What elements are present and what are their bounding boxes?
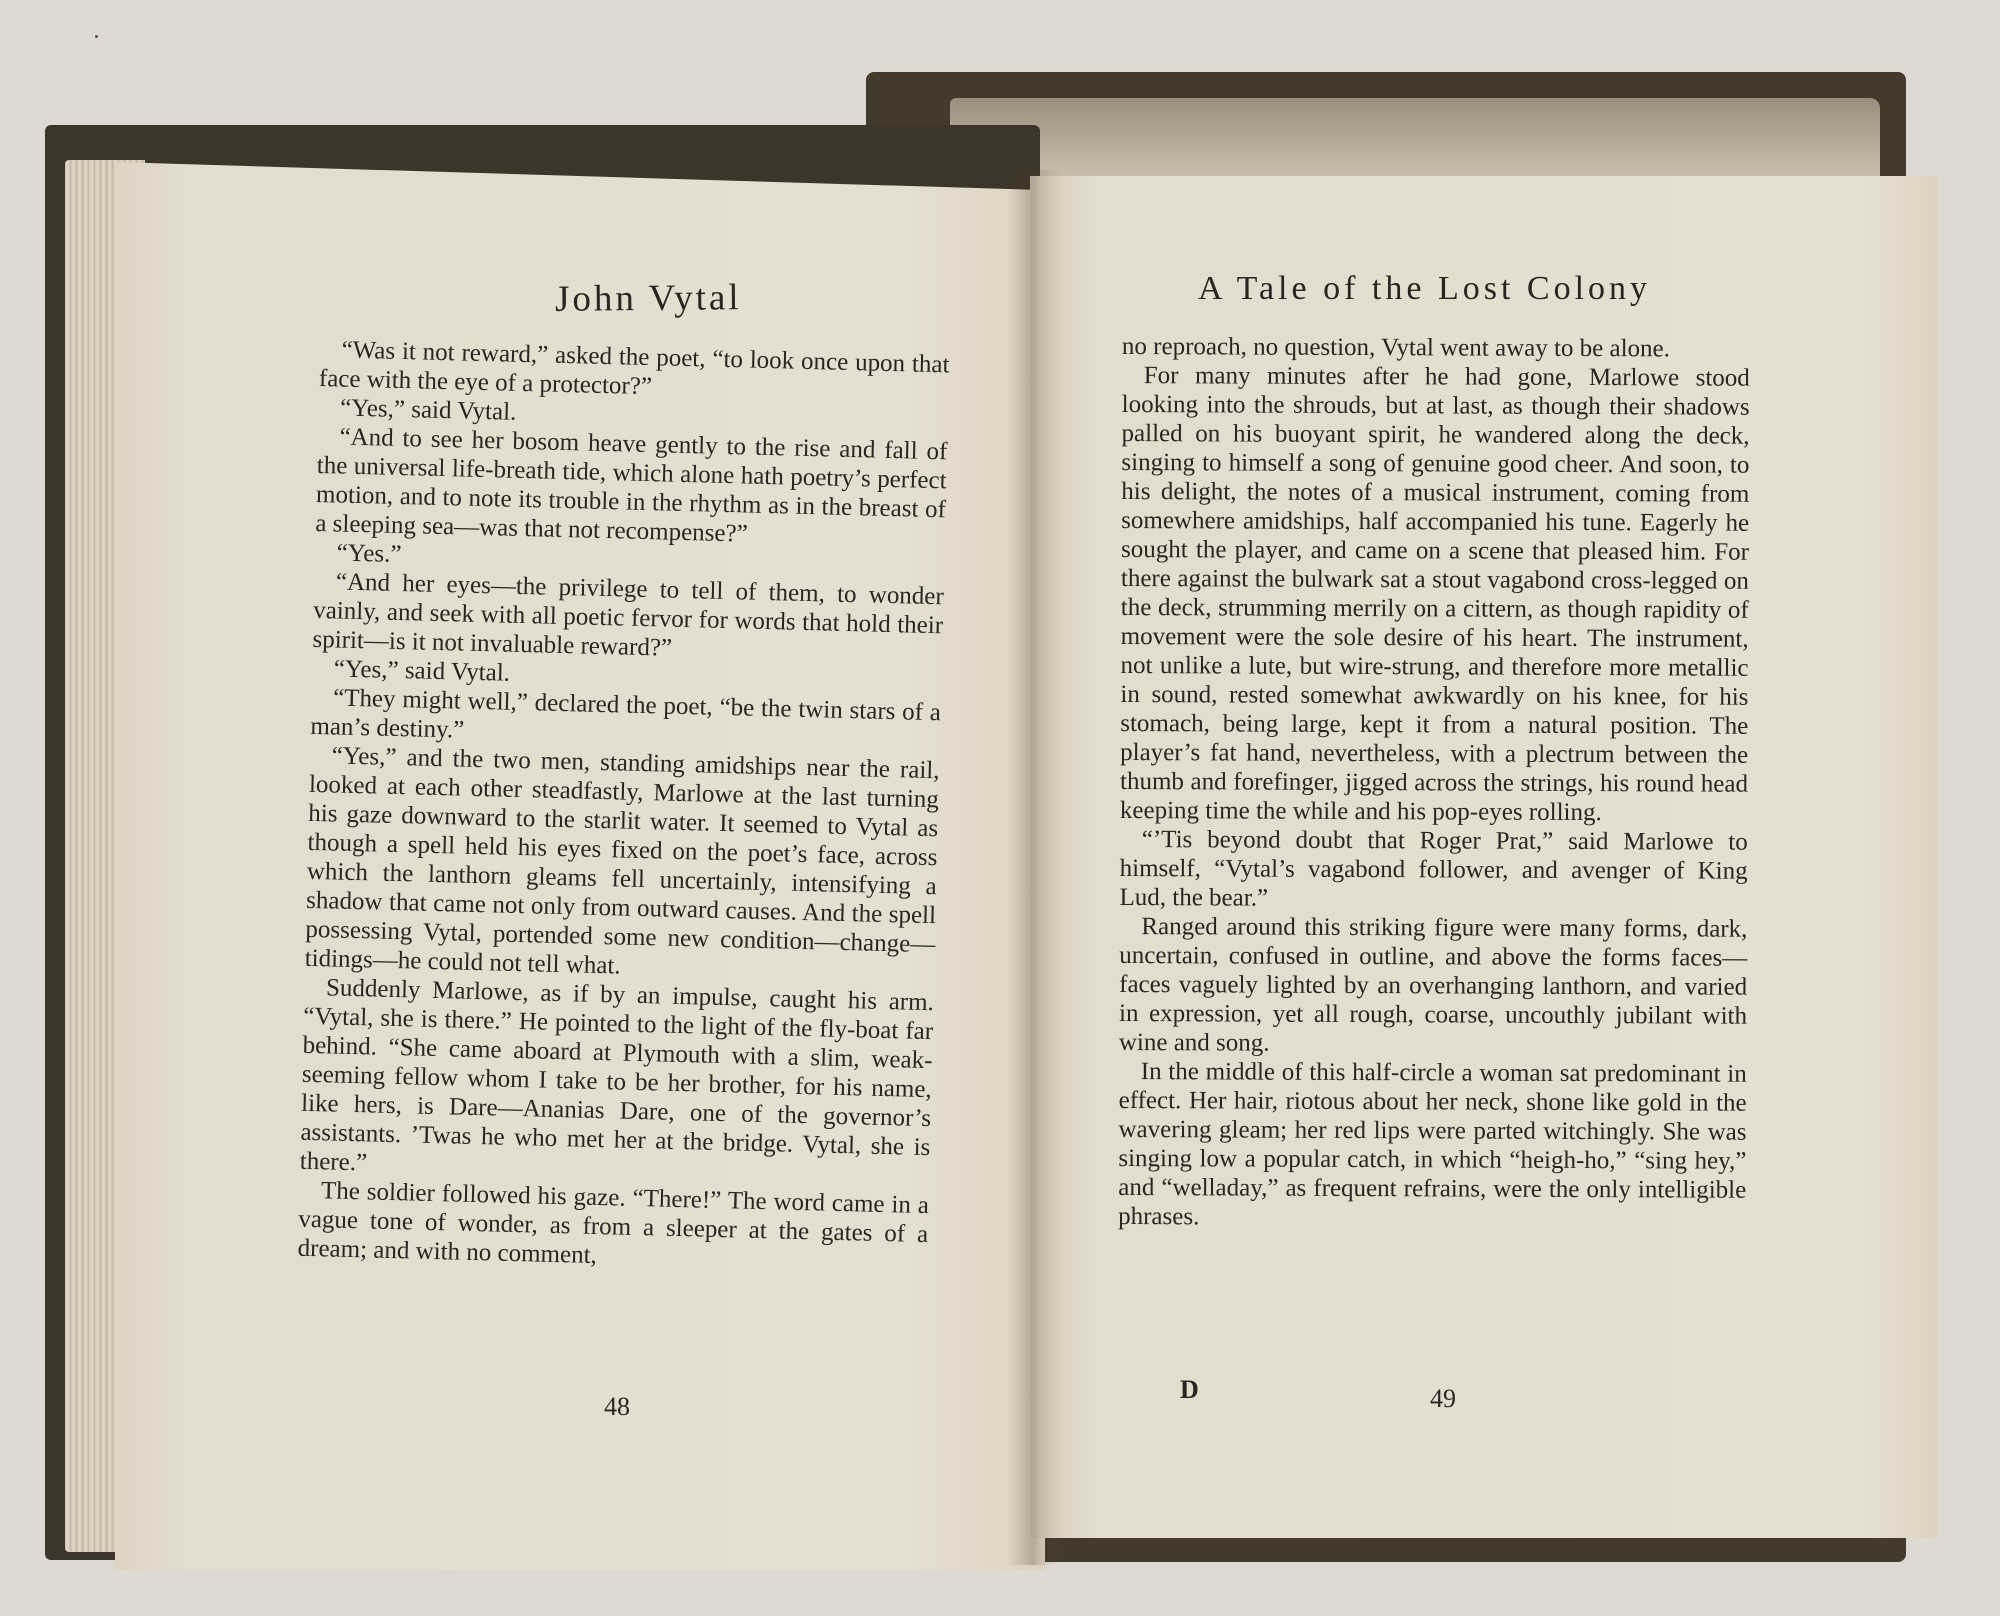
right-running-head: A Tale of the Lost Colony <box>1198 270 1652 307</box>
paragraph: “They might well,” declared the poet, “be the twin stars of a man’s destiny.” <box>310 684 942 744</box>
dust-speck <box>95 35 98 38</box>
paragraph: In the middle of this half-circle a woman sat predominant in effect. Her hair, riotous about her neck, shone like gold in the wavering gleam; her red lips were parted witchingly. She was singing low a popular catch, in which “heigh-ho,” “sing hey,” and “welladay,” as frequent refrains, were the only intelligible phrases. <box>1118 1058 1747 1231</box>
left-page-text <box>297 335 949 1278</box>
paragraph: For many minutes after he had gone, Marlowe stood looking into the shrouds, but at last, as though their shadows palled on his buoyant spirit, he wandered along the deck, singing to himself a song of genuine good cheer. And soon, to his delight, the notes of a musical instrument, coming from somewhere amidships, half accompanied his tune. Eagerly he sought the player, and came on a scene that pleased him. For there against the bulwark sat a stout vagabond cross-legged on the deck, strumming merrily on a cittern, as though rapidity of movement were the sole desire of his heart. The instrument, not unlike a lute, but wire-strung, and therefore more metallic in sound, rested somewhat awkwardly on his knee, for his stomach, being large, kept it from a natural position. The player’s fat hand, nevertheless, with a plectrum between the thumb and forefinger, jigged across the strings, his round head keeping time the while and his pop-eyes rolling. <box>1119 362 1750 827</box>
paragraph: “Yes,” and the two men, standing amidships near the rail, looked at each other steadfastly, Marlowe at the last turning his gaze downward to the starlit water. It seemed to Vytal as though a spell held his eyes fixed on the poet’s face, across which the lanthorn gleams fell uncertainly, intensifying a shadow that came not only from outward causes. And the spell possessing Vytal, portended some new condition—change—tidings—he could not tell what. <box>304 742 940 980</box>
right-page-block-edge <box>950 98 1880 188</box>
paragraph: Suddenly Marlowe, as if by an impulse, caught his arm. “Vytal, she is there.” He pointed to the light of the fly-boat far behind. “She came aboard at Plymouth with a slim, weak-seeming fellow whom I take to be her brother, for his name, like hers, is Dare—Ananias Dare, one of the governor’s assistants. ’Twas he who met her at the bridge. Vytal, she is there.” <box>299 974 935 1177</box>
paragraph: “Yes,” said Vytal. <box>333 655 511 687</box>
paragraph: “Was it not reward,” asked the poet, “to look once upon that face with the eye of a protector?” <box>318 336 950 401</box>
paragraph: Ranged around this striking figure were many forms, dark, uncertain, confused in outline, and above the forms faces—faces vaguely lighted by an overhanging lanthorn, and varied in expression, yet all rough, coarse, uncouthly jubilant with wine and song. <box>1118 913 1748 1057</box>
paragraph: “’Tis beyond doubt that Roger Prat,” said Marlowe to himself, “Vytal’s vagabond follower, and avenger of King Lud, the bear.” <box>1119 826 1748 912</box>
left-running-head: John Vytal <box>554 277 742 320</box>
paragraph: no reproach, no question, Vytal went away to be alone. <box>1121 333 1670 363</box>
paragraph: “And to see her bosom heave gently to the rise and fall of the universal life-breath tide, which alone hath poetry’s perfect motion, and to note its trouble in the rhythm as in the breast of a sleeping sea—was that not recompense?” <box>315 423 948 548</box>
paragraph: The soldier followed his gaze. “There!” The word came in a vague tone of wonder, as from a sleeper at the gates of a dream; and with no comment, <box>297 1177 930 1270</box>
left-page-number: 48 <box>604 1392 630 1421</box>
right-page-text <box>1118 332 1750 1234</box>
paragraph: “And her eyes—the privilege to tell of them, to wonder vainly, and seek with all poetic fervor for words that hold their spirit—is it not invaluable reward?” <box>312 568 945 662</box>
right-page-number: 49 <box>1430 1384 1456 1413</box>
paragraph: “Yes.” <box>336 539 402 569</box>
paragraph: “Yes,” said Vytal. <box>339 394 517 426</box>
signature-mark: D <box>1180 1375 1199 1404</box>
book-gutter-shadow <box>1010 170 1062 1565</box>
